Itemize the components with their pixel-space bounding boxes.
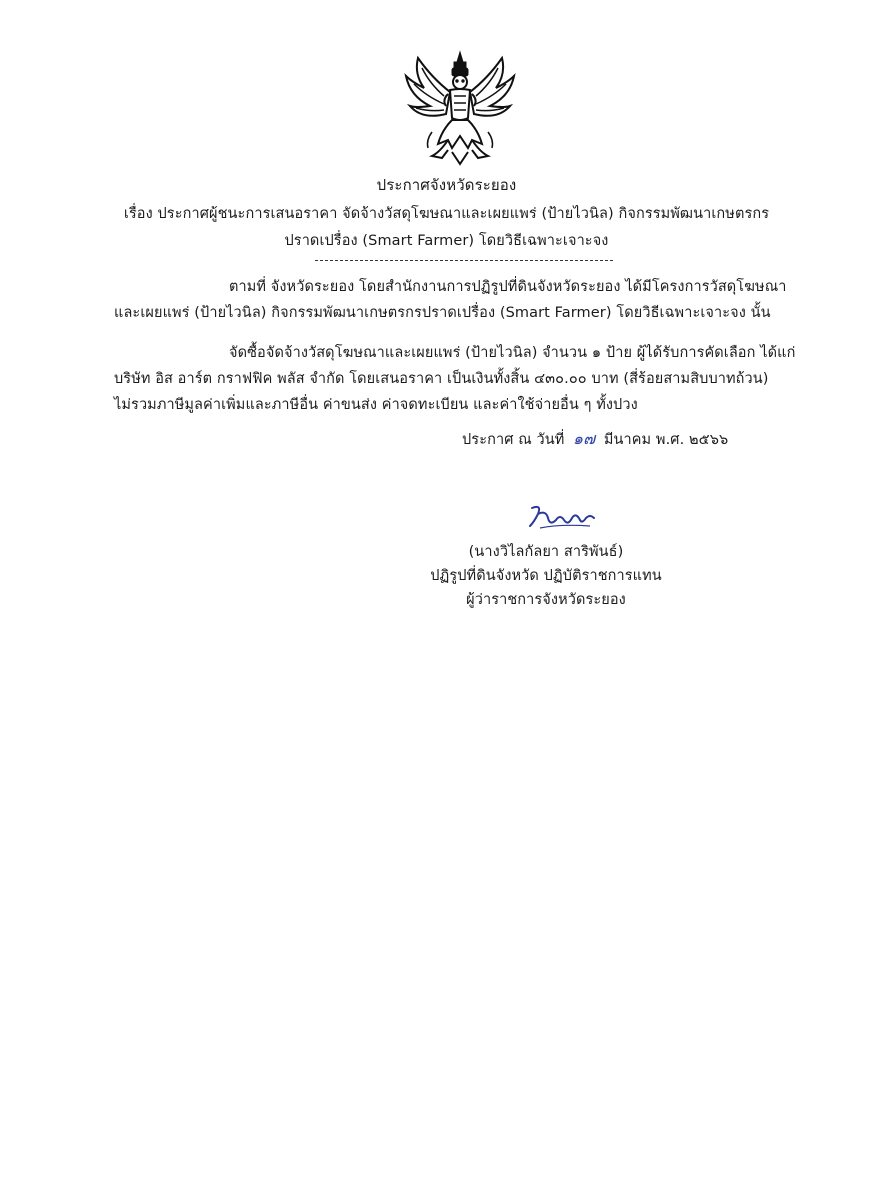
paragraph-1-line-2: และเผยแพร่ (ป้ายไวนิล) กิจกรรมพัฒนาเกษตรกรปราดเปรื่อง (Smart Farmer) โดยวิธีเฉพาะเจาะจง นั้น (114, 305, 771, 321)
announcement-date (462, 428, 728, 451)
dashed-divider (315, 260, 613, 261)
handwritten-signature (520, 500, 600, 536)
garuda-emblem-icon (402, 48, 518, 166)
paragraph-2-line-2: บริษัท อิส อาร์ต กราฟฟิค พลัส จำกัด โดยเสนอราคา เป็นเงินทั้งสิ้น ๔๓๐.๐๐ บาท (สี่ร้อยสามสิบบาทถ้วน) (114, 371, 769, 387)
signer-name: (นางวิไลกัลยา สาริพันธ์) (468, 544, 624, 560)
subject-line-2: ปราดเปรื่อง (Smart Farmer) โดยวิธีเฉพาะเจาะจง (284, 233, 609, 249)
subject-line-1: เรื่อง ประกาศผู้ชนะการเสนอราคา จัดจ้างวัสดุโฆษณาและเผยแพร่ (ป้ายไวนิล) กิจกรรมพัฒนาเกษตรกร (123, 206, 770, 222)
paragraph-2-line-3: ไม่รวมภาษีมูลค่าเพิ่มและภาษีอื่น ค่าขนส่ง ค่าจดทะเบียน และค่าใช้จ่ายอื่น ๆ ทั้งปวง (114, 397, 638, 413)
paragraph-2-line-1: จัดซื้อจัดจ้างวัสดุโฆษณาและเผยแพร่ (ป้ายไวนิล) จำนวน ๑ ป้าย ผู้ได้รับการคัดเลือก ได้แก่ (229, 345, 796, 361)
signer-position-1: ปฏิรูปที่ดินจังหวัด ปฏิบัติราชการแทน (430, 568, 662, 584)
paragraph-1-line-1: ตามที่ จังหวัดระยอง โดยสำนักงานการปฏิรูปที่ดินจังหวัดระยอง ได้มีโครงการวัสดุโฆษณา (229, 279, 787, 295)
date-day-handwritten: ๑๗ (572, 429, 596, 448)
signer-position-2: ผู้ว่าราชการจังหวัดระยอง (466, 592, 626, 608)
date-prefix: ประกาศ ณ วันที่ (462, 432, 565, 448)
announcement-title: ประกาศจังหวัดระยอง (376, 176, 517, 194)
date-suffix: มีนาคม พ.ศ. ๒๕๖๖ (603, 432, 729, 448)
